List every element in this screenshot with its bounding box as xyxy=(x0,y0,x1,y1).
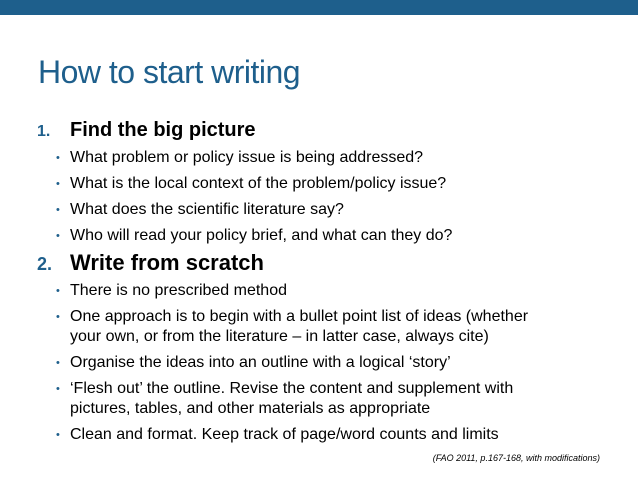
section-1-title: Find the big picture xyxy=(70,119,256,141)
list-item: • What problem or policy issue is being addressed? xyxy=(56,149,424,166)
list-item: • Who will read your policy brief, and what can they do? xyxy=(56,227,453,244)
list-item: • Organise the ideas into an outline with a logical ‘story’ xyxy=(56,354,451,371)
bullet-icon: • xyxy=(56,178,60,190)
bullet-icon: • xyxy=(56,285,60,297)
bullet-icon: • xyxy=(56,152,60,164)
bullet-icon: • xyxy=(56,230,60,242)
bullet-icon: • xyxy=(56,357,60,369)
citation: (FAO 2011, p.167-168, with modifications) xyxy=(432,453,600,463)
section-1-heading xyxy=(37,119,256,142)
bullet-icon: • xyxy=(56,429,60,441)
list-item: • There is no prescribed method xyxy=(56,282,287,299)
slide-title: How to start writing xyxy=(38,54,301,90)
top-accent-bar xyxy=(0,0,638,15)
list-item: • What is the local context of the problem/policy issue? xyxy=(56,175,447,192)
section-2-title: Write from scratch xyxy=(70,250,264,275)
list-item: • What does the scientific literature say? xyxy=(56,201,344,218)
bullet-icon: • xyxy=(56,204,60,216)
list-item: • ‘Flesh out’ the outline. Revise the content and supplement with pictures, tables, and other materials as appropriate xyxy=(56,380,514,417)
section-1-number: 1. xyxy=(37,123,51,140)
list-item: • One approach is to begin with a bullet point list of ideas (whether your own, or from the literature – in latter case, always cite) xyxy=(56,308,529,345)
section-2-number: 2. xyxy=(37,254,53,274)
bullet-icon: • xyxy=(56,311,60,323)
section-1-bullet-list xyxy=(56,148,452,252)
section-2-bullet-list xyxy=(56,281,528,451)
list-item: • Clean and format. Keep track of page/word counts and limits xyxy=(56,426,499,443)
section-2-heading xyxy=(37,250,264,276)
bullet-icon: • xyxy=(56,383,60,395)
